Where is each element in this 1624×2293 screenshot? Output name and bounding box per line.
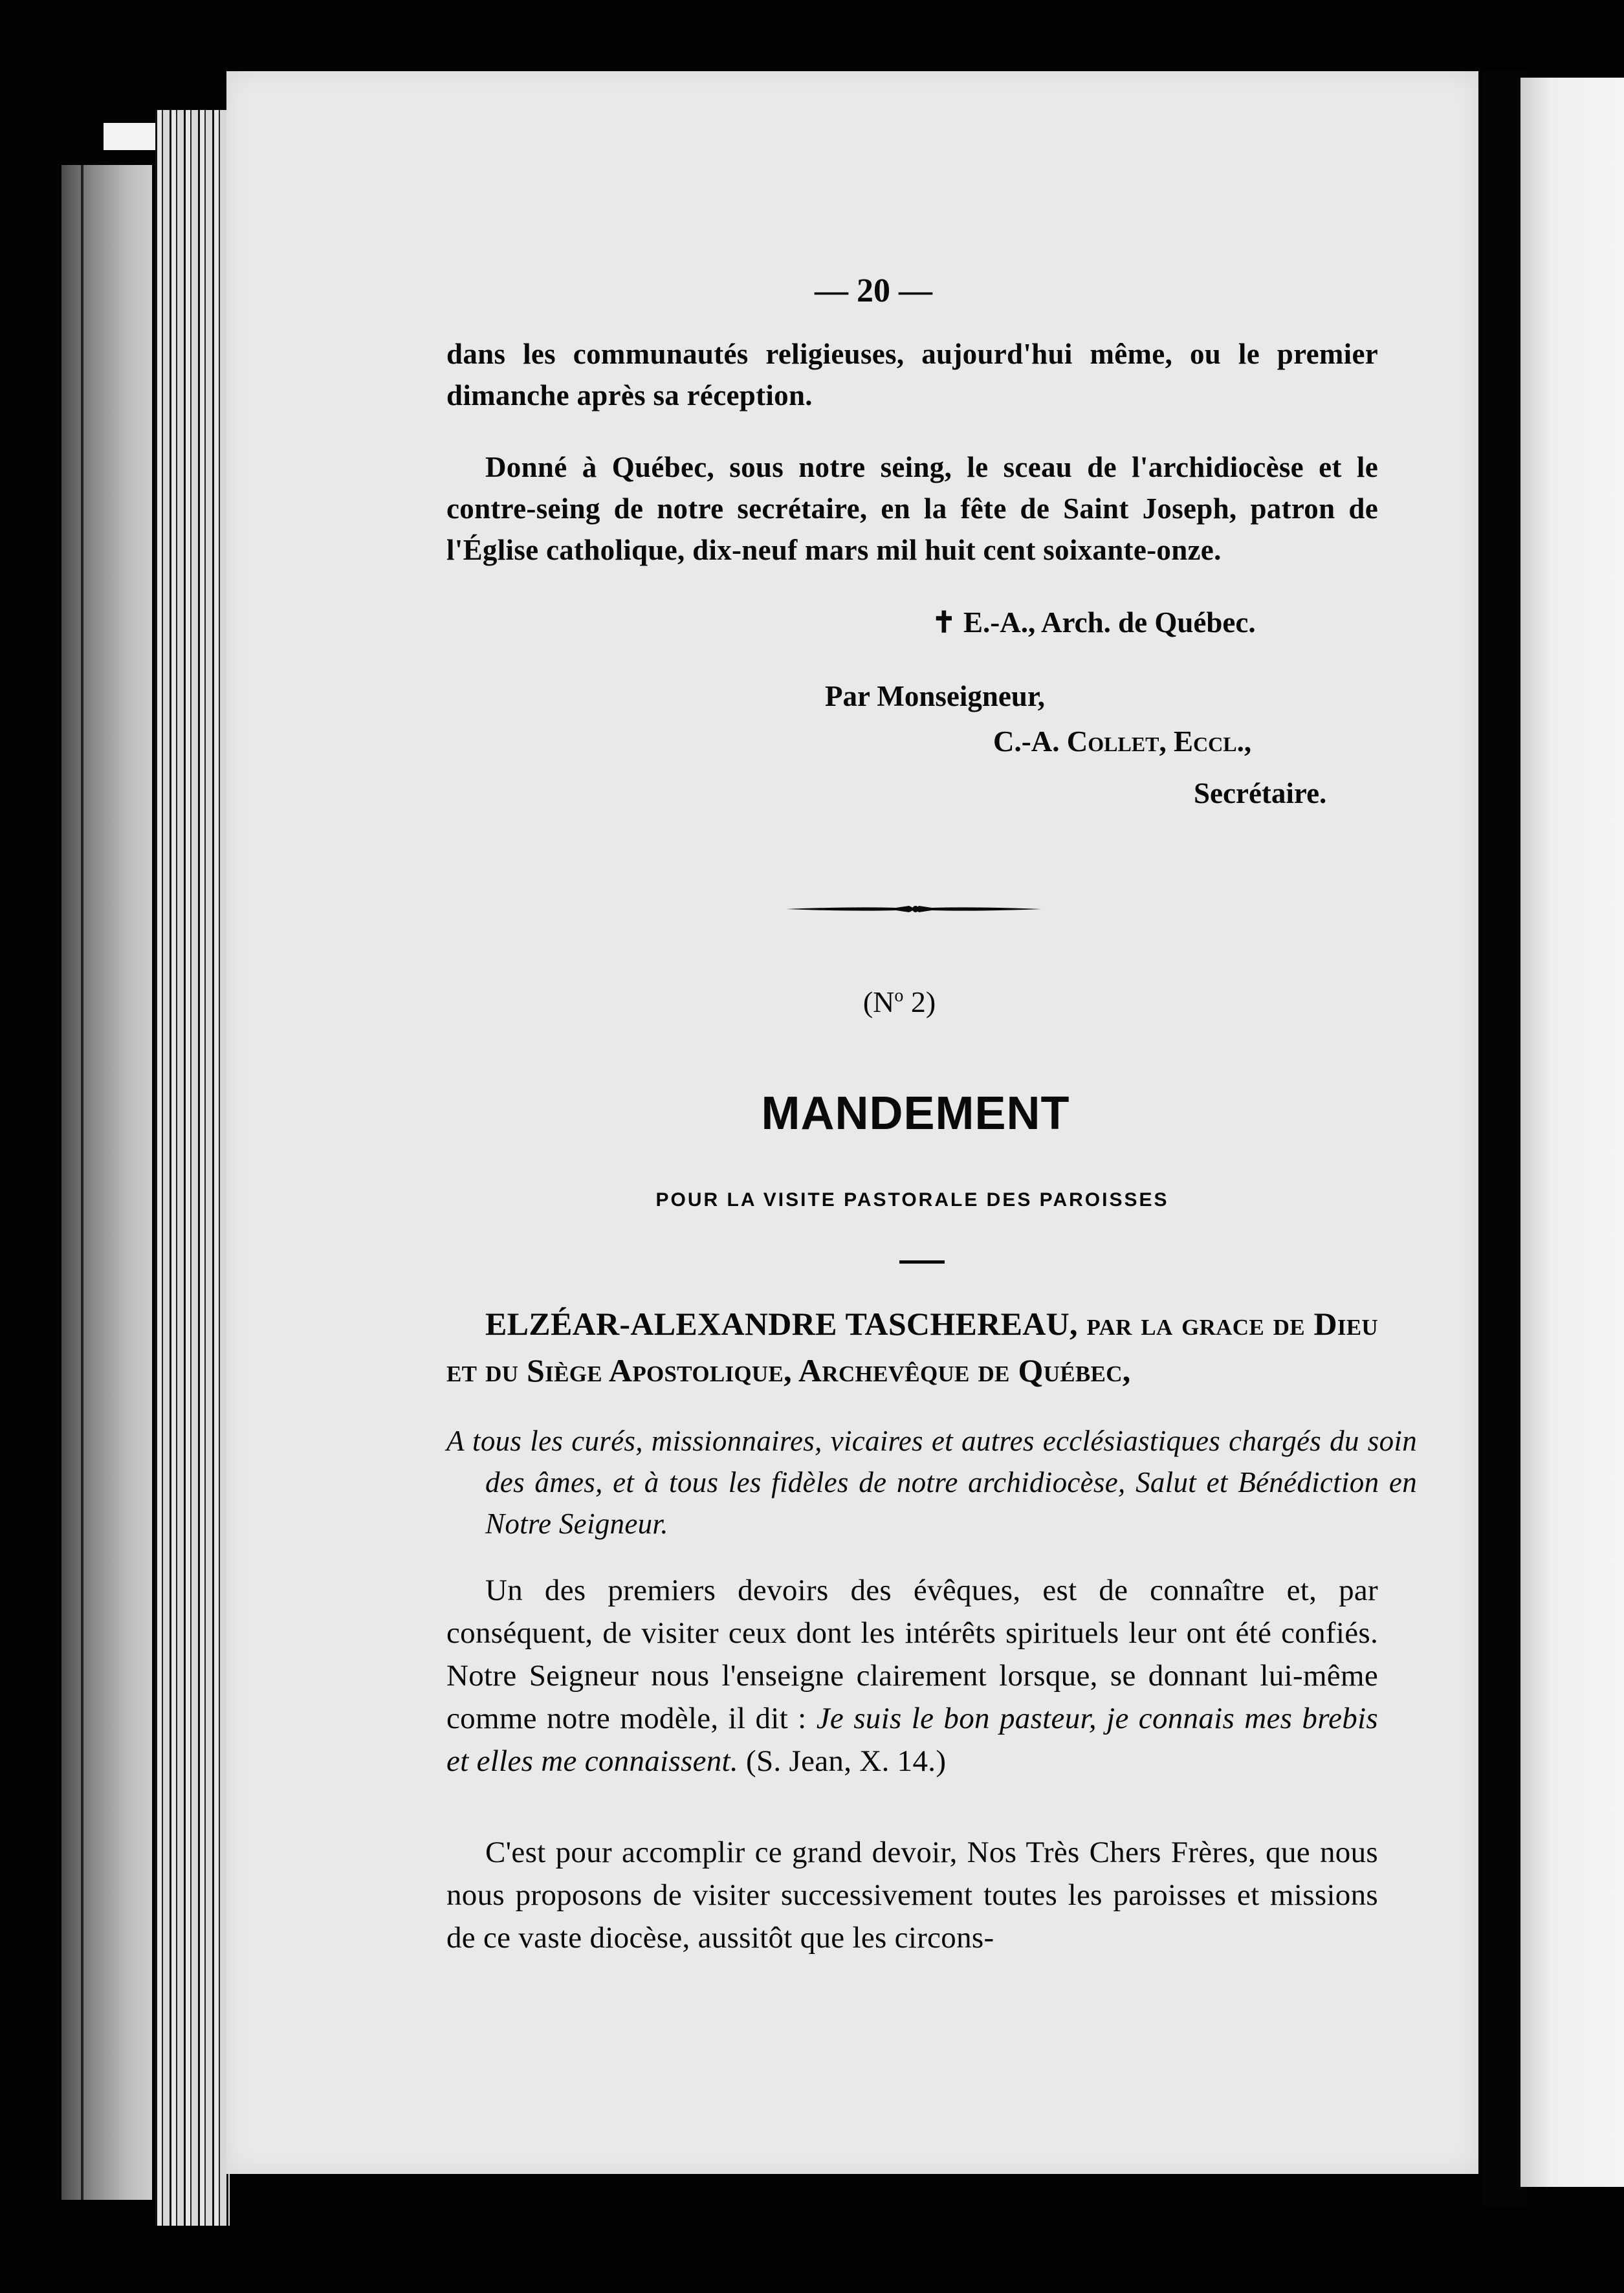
scripture-reference: (S. Jean, X. 14.): [738, 1744, 947, 1778]
secretary-name: C.-A. Collet, Eccl.,: [993, 725, 1252, 758]
page-stack-edges: [155, 110, 230, 2226]
document-number-prefix: (N: [862, 985, 895, 1018]
book-left-edge: [61, 165, 152, 2200]
secretary-title: Secrétaire.: [1194, 777, 1327, 809]
scripture-quote: Je suis le bon pasteur, je connais mes brebis et elles me connaissent.: [446, 1702, 1378, 1778]
author-title: par la grace de Dieu et du Siège Apostolique, Archevêque de Québec,: [446, 1306, 1379, 1388]
page-tab-marker: [104, 123, 162, 150]
author-heading: [446, 1300, 1378, 1394]
paragraph-2: Donné à Québec, sous notre seing, le sceau de l'archidiocèse et le contre-seing de notre secrétaire, en la fête de Saint Joseph, patron de l'Église catholique, dix-neuf mars mil huit cent soixante-onze.: [446, 451, 1378, 566]
document-number-sup: o: [894, 985, 904, 1006]
facing-page-edge: [1520, 78, 1624, 2187]
title-divider: [899, 1260, 945, 1264]
paragraph-1: dans les communautés religieuses, aujourd'hui même, ou le premier dimanche après sa réception.: [446, 338, 1378, 411]
document-number-suffix: 2): [903, 985, 936, 1018]
author-name: ELZÉAR-ALEXANDRE TASCHEREAU,: [485, 1306, 1078, 1342]
mandement-subtitle: POUR LA VISITE PASTORALE DES PAROISSES: [655, 1189, 1169, 1211]
ornamental-rule: [786, 899, 1042, 919]
paragraph-4: C'est pour accomplir ce grand devoir, Nos Très Chers Frères, que nous nous proposons de visiter successivement toutes les paroisses et missions de ce vaste diocèse, aussitôt que les circons-: [446, 1836, 1378, 1955]
archbishop-signature: ✝ E.-A., Arch. de Québec.: [932, 606, 1256, 639]
paragraph-3: [446, 1569, 1378, 1783]
page-number: — 20 —: [815, 272, 932, 309]
document-number: [835, 985, 964, 1019]
par-monseigneur: Par Monseigneur,: [825, 680, 1046, 712]
address-paragraph: A tous les curés, missionnaires, vicaires et autres ecclésiastiques chargés du soin des âmes, et à tous les fidèles de notre archidiocèse, Salut et Bénédiction en Notre Seigneur.: [446, 1425, 1417, 1540]
mandement-title: MANDEMENT: [761, 1088, 1070, 1139]
paragraph-3-text: Un des premiers devoirs des évêques, est de connaître et, par conséquent, de visiter ceux dont les intérêts spirituels leur ont été confiés. Notre Seigneur nous l'enseigne clairement lorsque, se donnant lui-même comme notre modèle, il dit :: [446, 1574, 1378, 1735]
